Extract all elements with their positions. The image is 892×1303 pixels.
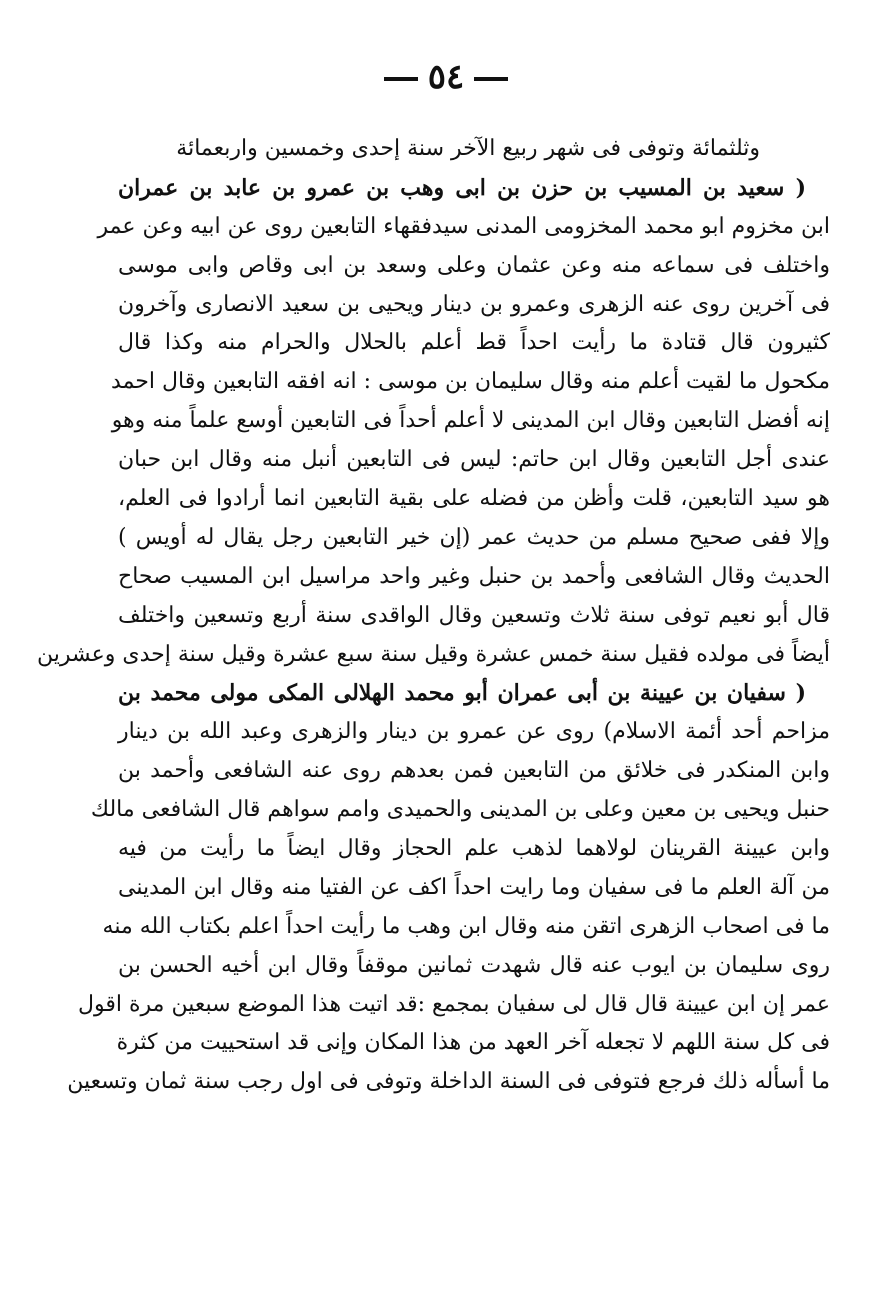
text-line: وثلثمائة وتوفى فى شهر ربيع الآخر سنة إحدى وخمسين واربعمائة [176,136,760,161]
text-line: فى كل سنة اللهم لا تجعله آخر العهد من هذا المكان وإنى قد استحييت من كثرة [116,1030,830,1056]
text-line: ابن مخزوم ابو محمد المخزومى المدنى سيدفقهاء التابعين روى عن ابيه وعن عمر [97,213,830,239]
entry-heading-line-sufyan-ibn-uyaynah: ( سفيان بن عيينة بن أبى عمران أبو محمد الهلالى المكى مولى محمد بن [118,680,807,707]
text-line: فى آخرين روى عنه الزهرى وعمرو بن دينار ويحيى بن سعيد الانصارى وآخرون [118,291,830,317]
text-line: روى سليمان بن ايوب عنه قال شهدت ثمانين موقفاً وقال ابن أخيه الحسن بن [118,952,831,978]
text-line: وإلا ففى صحيح مسلم من حديث عمر (إن خير التابعين رجل يقال له أويس ) [118,524,830,550]
text-line: كثيرون قال قتادة ما رأيت احداً قط أعلم بالحلال والحرام منه وكذا قال [118,330,830,356]
text-line: عندى أجل التابعين وقال ابن حاتم: ليس فى التابعين أنبل منه وقال ابن حبان [118,447,830,473]
page-number-header [0,52,892,102]
text-line: مكحول ما لقيت أعلم منه وقال سليمان بن موسى : انه افقه التابعين وقال احمد [111,369,830,395]
text-line: الحديث وقال الشافعى وأحمد بن حنبل وغير واحد مراسيل ابن المسيب صحاح [118,563,830,589]
page-number: ٥٤ [427,57,465,97]
text-line: وابن المنكدر فى خلائق من التابعين فمن بعدهم روى عنه الشافعى وأحمد بن [118,758,830,784]
text-line: حنبل ويحيى بن معين وعلى بن المدينى والحميدى وامم سواهم قال الشافعى مالك [90,797,830,823]
text-line: أيضاً فى مولده فقيل سنة خمس عشرة وقيل سنة سبع عشرة وقيل سنة إحدى وعشرين [37,641,830,667]
text-line: إنه أفضل التابعين وقال ابن المدينى لا أعلم أحداً فى التابعين أوسع علماً منه وهو [111,408,830,434]
text-line: هو سيد التابعين، قلت وأظن من فضله على بقية التابعين انما أرادوا فى العلم، [118,486,830,512]
text-line: مزاحم أحد أئمة الاسلام) روى عن عمرو بن دينار والزهرى وعبد الله بن دينار [118,719,830,745]
page-text-body [37,130,831,1102]
text-line: قال أبو نعيم توفى سنة ثلاث وتسعين وقال الواقدى سنة أربع وتسعين واختلف [118,602,830,628]
left-dash-ornament [384,77,418,81]
text-line: عمر إن ابن عيينة قال قال لى سفيان بمجمع :قد اتيت هذا الموضع سبعين مرة اقول [78,991,830,1017]
entry-heading-line-said-ibn-al-musayyib: ( سعيد بن المسيب بن حزن بن ابى وهب بن عمرو بن عابد بن عمران [118,174,806,201]
text-line: وابن عيينة القرينان لولاهما لذهب علم الحجاز وقال ايضاً ما رأيت من فيه [118,836,830,862]
text-line: من آلة العلم ما فى سفيان وما رايت احداً اكف عن الفتيا منه وقال ابن المدينى [118,874,830,900]
text-line: واختلف فى سماعه منه وعن عثمان وعلى وسعد بن ابى وقاص وابى موسى [118,252,830,278]
right-dash-ornament [474,77,508,81]
text-line: ما أسأله ذلك فرجع فتوفى فى السنة الداخلة وتوفى فى اول رجب سنة ثمان وتسعين [67,1069,830,1095]
text-line: ما فى اصحاب الزهرى اتقن منه وقال ابن وهب ما رأيت احداً اعلم بكتاب الله منه [102,913,830,939]
